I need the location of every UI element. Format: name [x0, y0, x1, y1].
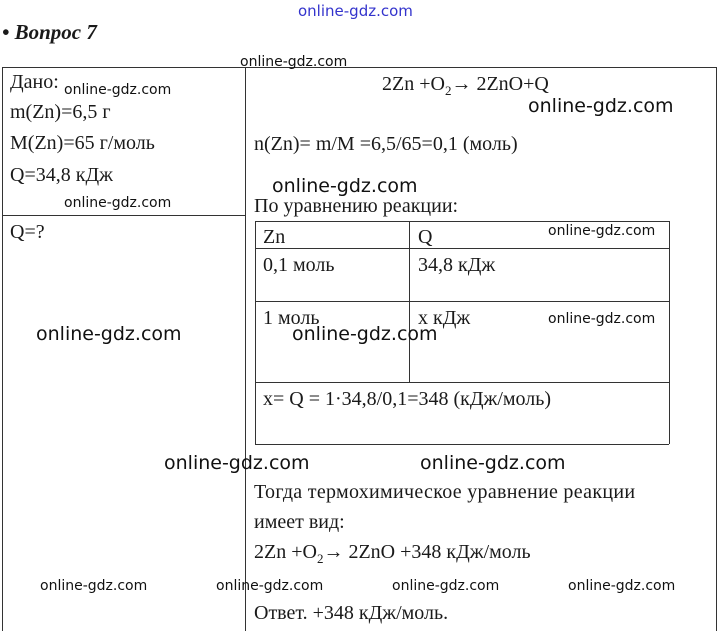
watermark: online-gdz.com: [548, 311, 656, 327]
final-equation: $2Zn +O_2\to 2ZnO +348$ кДж/моль: [254, 541, 531, 566]
table-result: х= Q = 1·34,8/0,1=348 (кДж/моль): [263, 388, 552, 410]
table-left-border: [255, 221, 256, 444]
watermark-top: online-gdz.com: [298, 2, 413, 20]
given-label: Дано:: [10, 71, 59, 93]
watermark: online-gdz.com: [568, 578, 676, 594]
watermark: online-gdz.com: [548, 223, 656, 239]
table-cell-q-2: х кДж: [418, 307, 471, 329]
table-header-zn: Zn: [263, 226, 286, 248]
frame-top-border: [2, 67, 716, 68]
table-cell-q-1: 34,8 кДж: [418, 254, 496, 276]
watermark: online-gdz.com: [64, 195, 172, 211]
table-header-q: Q: [418, 226, 433, 248]
watermark: online-gdz.com: [216, 578, 324, 594]
find-value: Q=?: [10, 221, 45, 243]
watermark: online-gdz.com: [240, 54, 348, 70]
frame-column-divider: [245, 67, 246, 631]
given-find-divider: [2, 215, 245, 216]
question-title: • Вопрос 7: [2, 20, 97, 44]
table-right-border: [669, 221, 670, 444]
watermark: online-gdz.com: [64, 82, 172, 98]
frame-right-border: [716, 67, 717, 631]
table-cell-zn-1: 0,1 моль: [263, 254, 335, 276]
watermark: online-gdz.com: [164, 452, 310, 474]
table-cell-zn-2: 1 моль: [263, 307, 320, 329]
table-header-divider: [255, 248, 669, 249]
conclusion-line-1: Тогда термохимическое уравнение реакции: [254, 481, 636, 503]
reaction-equation: $2Zn +O_2\to 2ZnO+Q$: [382, 73, 549, 98]
watermark: online-gdz.com: [292, 323, 438, 345]
frame-left-border: [2, 67, 3, 631]
table-top-border: [255, 221, 669, 222]
watermark: online-gdz.com: [272, 175, 418, 197]
watermark: online-gdz.com: [392, 578, 500, 594]
moles-calculation: n(Zn)= m/M =6,5/65=0,1 (моль): [254, 133, 518, 155]
by-equation-label: По уравнению реакции:: [254, 195, 459, 217]
watermark: online-gdz.com: [528, 95, 674, 117]
table-bottom-border: [255, 444, 669, 445]
table-result-divider: [255, 382, 669, 383]
watermark: online-gdz.com: [420, 452, 566, 474]
watermark: online-gdz.com: [40, 578, 148, 594]
watermark: online-gdz.com: [36, 323, 182, 345]
given-molar-mass: M(Zn)=65 г/моль: [10, 132, 155, 154]
given-heat: Q=34,8 кДж: [10, 164, 113, 186]
table-column-divider: [409, 221, 410, 382]
conclusion-line-2: имеет вид:: [254, 511, 345, 533]
table-row-divider: [255, 301, 669, 302]
answer: Ответ. +348 кДж/моль.: [254, 602, 449, 624]
given-mass: m(Zn)=6,5 г: [10, 101, 111, 123]
